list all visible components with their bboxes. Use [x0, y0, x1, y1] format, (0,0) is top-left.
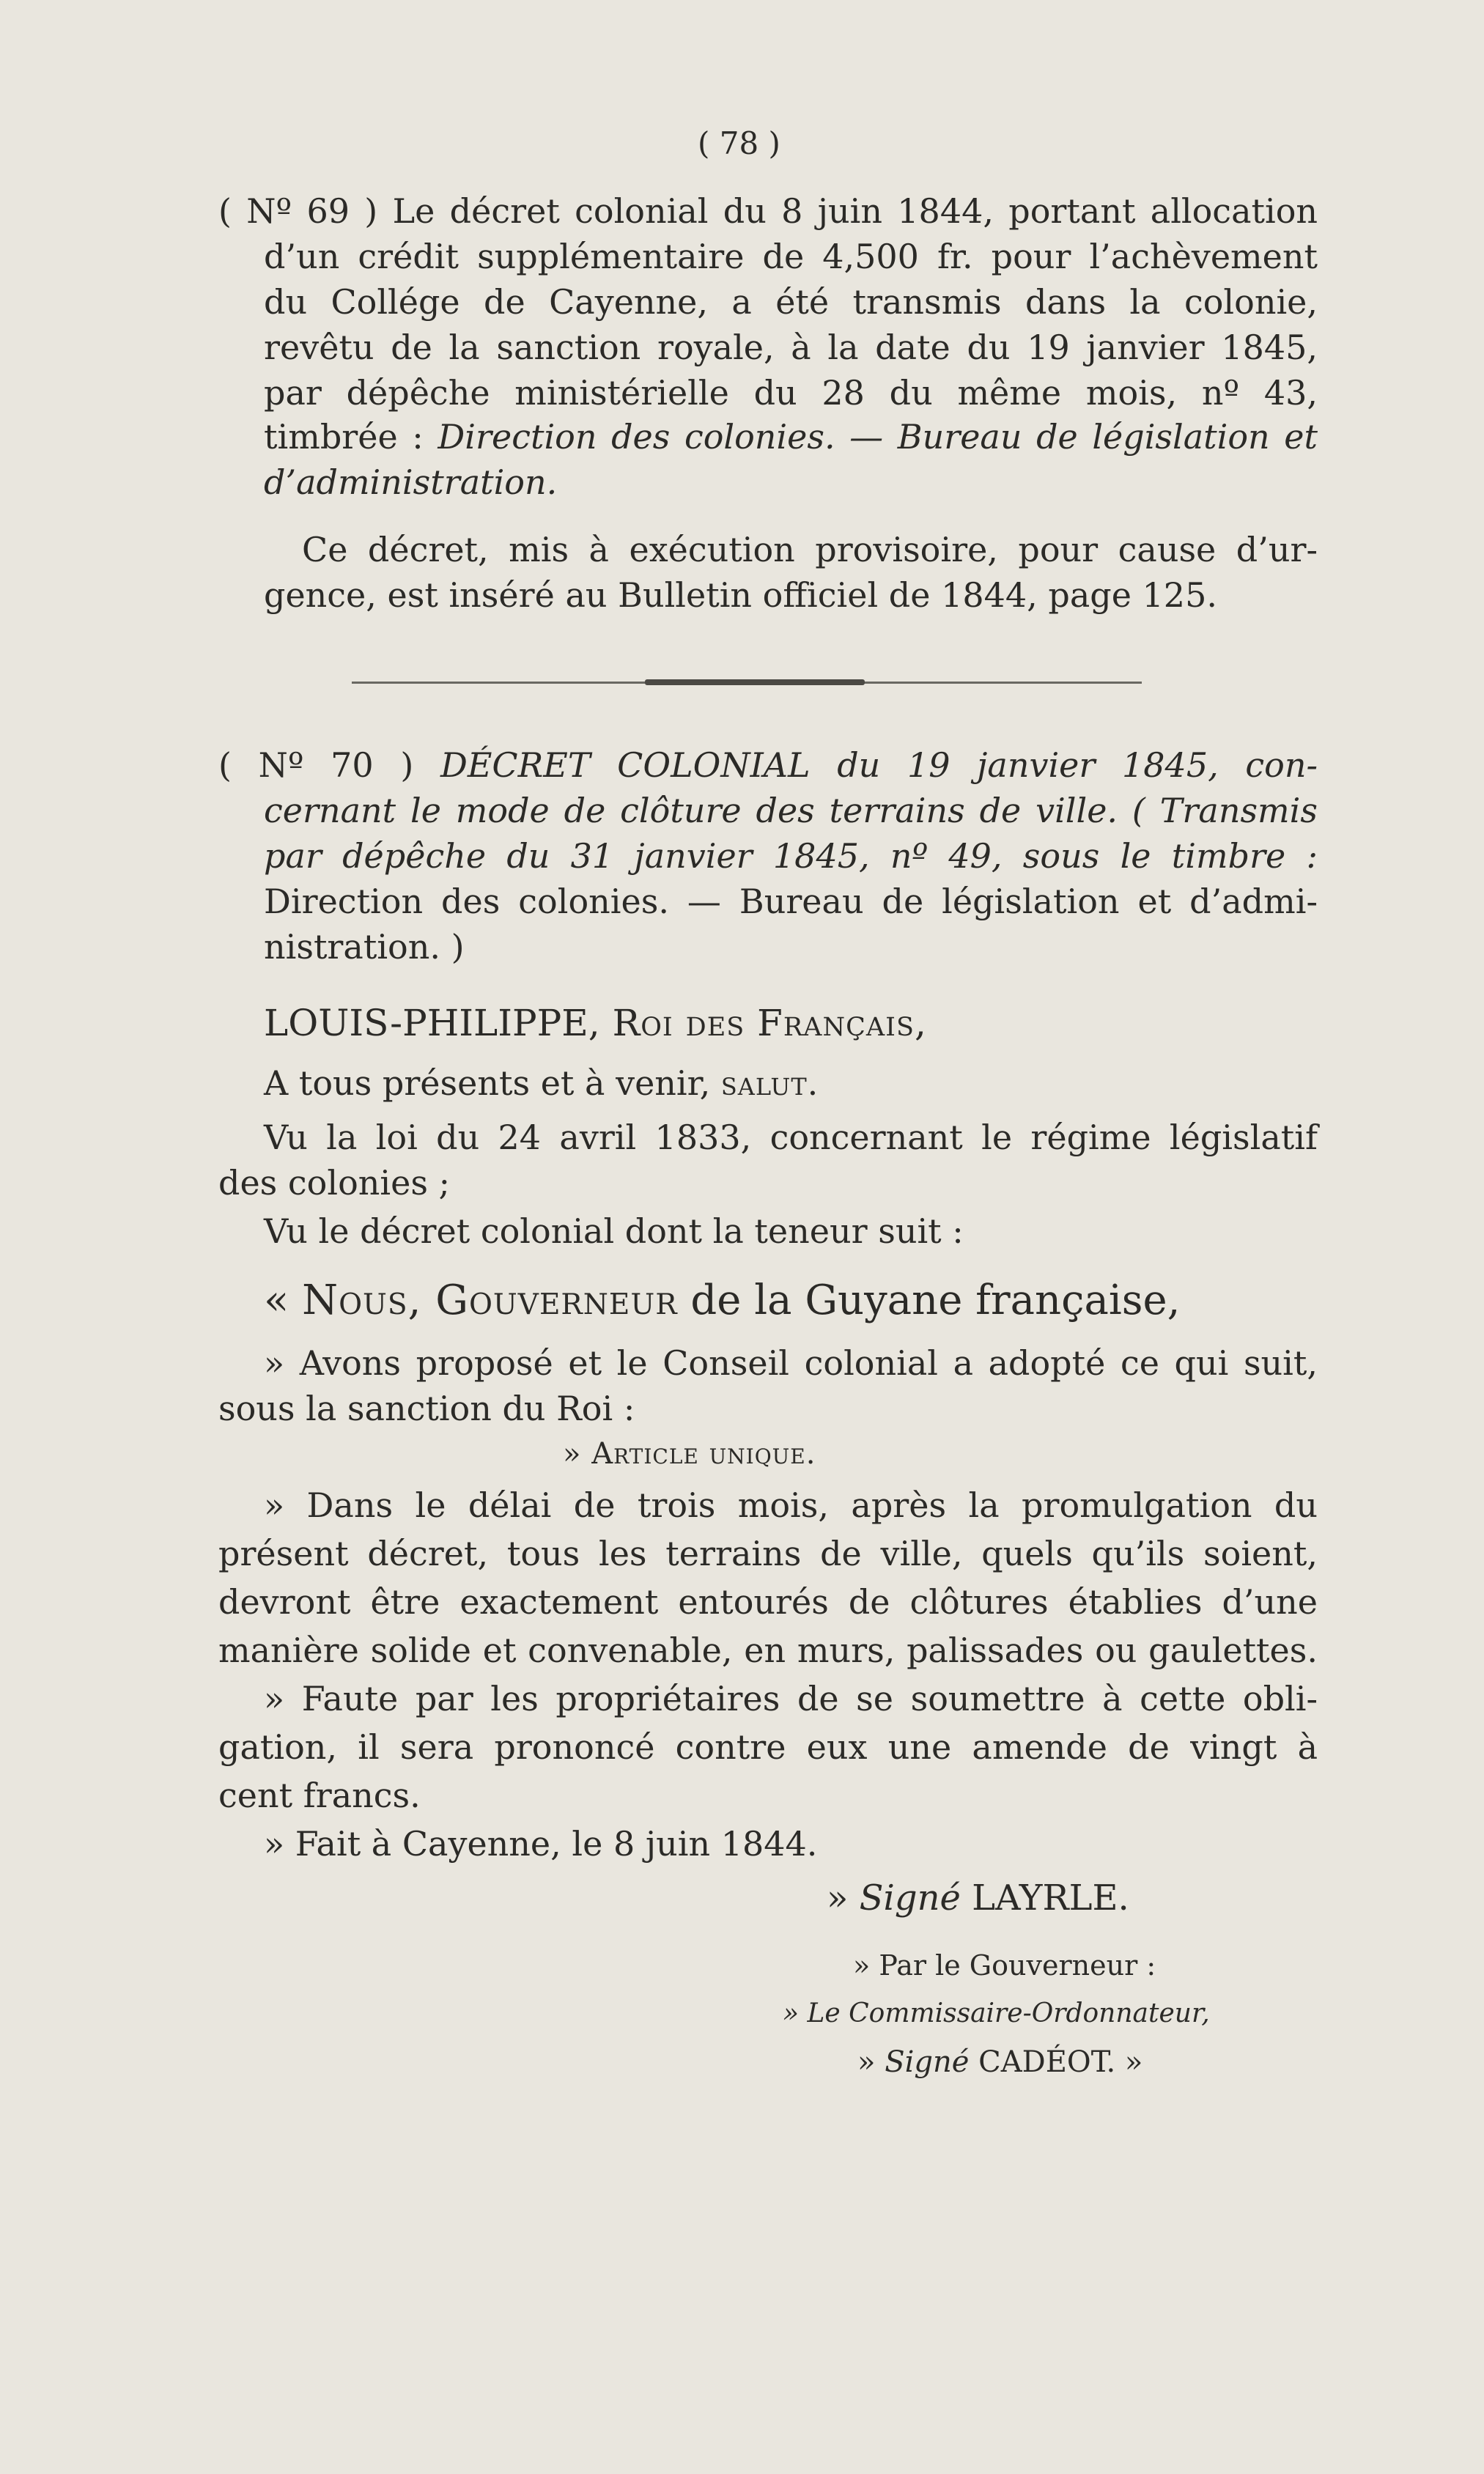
sec69-line-5: par dépêche ministérielle du 28 du même mois, nº 43,	[264, 373, 1318, 413]
sec69-line-9: gence, est inséré au Bulletin officiel de 1844, page 125.	[264, 575, 1217, 615]
sec69-bureau: Direction des colonies. — Bureau de législation et	[438, 417, 1318, 457]
sec70-line-4: Direction des colonies. — Bureau de législation et d’admi-	[264, 882, 1318, 921]
vu-loi-line-2: des colonies ;	[218, 1163, 451, 1203]
delai-line-1: » Dans le délai de trois mois, après la promulgation du	[264, 1485, 1318, 1525]
nous-gouverneur: Nous, Gouverneur	[302, 1277, 678, 1324]
signature-layrle-signe: Signé	[859, 1877, 961, 1919]
sec69-line-2: d’un crédit supplémentaire de 4,500 fr. pour l’achèvement	[264, 237, 1318, 276]
signature-layrle	[827, 1876, 1129, 1920]
delai-line-4: manière solide et convenable, en murs, palissades ou gaulettes.	[218, 1631, 1318, 1670]
signature-cadeot-signe: Signé	[885, 2045, 970, 2079]
faute-line-1: » Faute par les propriétaires de se soumettre à cette obli-	[264, 1679, 1318, 1718]
signature-cadeot-quote: »	[857, 2045, 885, 2079]
sec70-title-rest: du 19 janvier 1845, con-	[810, 745, 1318, 785]
salut-line	[264, 1061, 819, 1105]
sec69-line-8: Ce décret, mis à exécution provisoire, pour cause d’ur-	[302, 530, 1318, 569]
vu-loi-line-1: Vu la loi du 24 avril 1833, concernant le régime législatif	[264, 1118, 1318, 1157]
sec69-line-7: d’administration.	[264, 462, 558, 502]
sec70-line-5: nistration. )	[264, 927, 465, 967]
delai-line-3: devront être exactement entourés de clôtures établies d’une	[218, 1582, 1318, 1622]
sec69-line-6	[264, 415, 1318, 459]
section-divider-ornament	[645, 679, 865, 685]
nous-guyane: de la Guyane française,	[677, 1277, 1181, 1324]
faute-line-2: gation, il sera prononcé contre eux une amende de vingt à	[218, 1727, 1318, 1767]
vu-decret-line: Vu le décret colonial dont la teneur suit :	[264, 1211, 964, 1251]
signature-layrle-quote: »	[827, 1877, 860, 1919]
commissaire-ordonnateur: » Le Commissaire-Ordonnateur,	[783, 1998, 1210, 2028]
nous-line	[264, 1275, 1180, 1326]
sec69-line-1	[218, 189, 1318, 233]
sec70-line-2: cernant le mode de clôture des terrains de ville. ( Transmis	[264, 791, 1318, 830]
sec69-line-4: revêtu de la sanction royale, à la date du 19 janvier 1845,	[264, 328, 1318, 367]
sec69-timbree: timbrée :	[264, 417, 438, 457]
sec69-text-1: Le décret colonial du 8 juin 1844, portant allocation	[392, 191, 1318, 231]
king-title: Roi des Français,	[599, 1002, 927, 1044]
sec70-title: DÉCRET COLONIAL	[440, 745, 811, 785]
avons-line-1: » Avons proposé et le Conseil colonial a adopté ce qui suit,	[264, 1343, 1318, 1383]
salut-word: salut.	[720, 1063, 819, 1103]
king-line	[264, 1001, 927, 1045]
article-unique-heading: » Article unique.	[563, 1437, 816, 1471]
king-name: LOUIS-PHILIPPE,	[264, 1002, 600, 1044]
avons-line-2: sous la sanction du Roi :	[218, 1389, 635, 1428]
sec69-line-3: du Collége de Cayenne, a été transmis dans la colonie,	[264, 282, 1318, 322]
sec70-number: ( Nº 70 )	[218, 745, 414, 785]
signature-cadeot-name: CADÉOT. »	[969, 2045, 1143, 2079]
page-number: ( 78 )	[698, 125, 780, 161]
salut-text: A tous présents et à venir,	[264, 1063, 721, 1103]
signature-layrle-name: LAYRLE.	[960, 1877, 1129, 1919]
sec70-title-line	[218, 743, 1318, 787]
sec70-line-3: par dépêche du 31 janvier 1845, nº 49, sous le timbre :	[264, 836, 1318, 876]
nous-quote: «	[264, 1277, 303, 1324]
sec69-number: ( Nº 69 )	[218, 191, 378, 231]
fait-line: » Fait à Cayenne, le 8 juin 1844.	[264, 1824, 818, 1864]
par-le-gouverneur: » Par le Gouverneur :	[853, 1949, 1156, 1982]
faute-line-3: cent francs.	[218, 1776, 421, 1815]
delai-line-2: présent décret, tous les terrains de ville, quels qu’ils soient,	[218, 1534, 1318, 1573]
signature-cadeot	[857, 2040, 1142, 2084]
